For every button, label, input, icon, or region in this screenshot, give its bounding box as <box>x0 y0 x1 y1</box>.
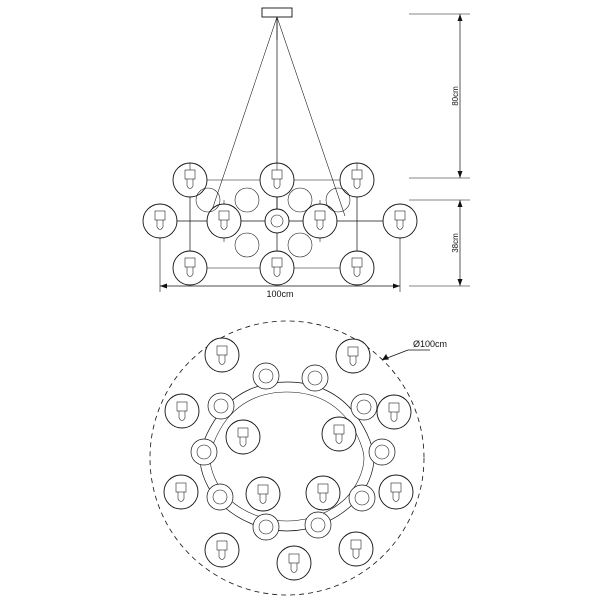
dimension-label-80cm: 80cm <box>451 86 460 106</box>
connector-ring <box>349 485 375 511</box>
lamp-globe <box>336 339 370 373</box>
lamp-globe <box>235 233 259 257</box>
lamp-globe <box>322 417 356 451</box>
front-elevation-view <box>143 8 470 299</box>
connector-ring <box>351 394 377 420</box>
dimension-height-38 <box>409 200 470 286</box>
dimension-diameter-callout <box>382 339 447 360</box>
connector-ring <box>305 512 331 538</box>
connector-ring <box>191 439 217 465</box>
connector-ring <box>208 393 234 419</box>
lamp-globe <box>205 338 239 372</box>
dimension-height-80 <box>409 14 470 178</box>
lamp-globe <box>173 251 207 285</box>
lamp-globe <box>326 188 350 212</box>
lamp-globe <box>205 533 239 567</box>
lamp-globe <box>260 163 294 197</box>
dimension-label-38cm: 38cm <box>451 233 460 253</box>
lamp-globe <box>339 532 373 566</box>
lamp-globe <box>288 188 312 212</box>
lamp-globe <box>235 188 259 212</box>
lamp-globe <box>164 475 198 509</box>
dimension-label-100cm: 100cm <box>266 289 294 299</box>
connector-ring <box>302 365 328 391</box>
lamp-globe <box>306 476 340 510</box>
connector-ring <box>369 439 395 465</box>
lamp-globe <box>340 251 374 285</box>
lamp-globe <box>288 233 312 257</box>
lamp-globe <box>379 475 413 509</box>
lamp-globe <box>207 204 241 238</box>
lamp-globe <box>143 204 177 238</box>
lamp-globe <box>226 420 260 454</box>
lamp-globe <box>246 477 280 511</box>
lamp-globe <box>277 546 311 580</box>
lamp-globe <box>340 163 374 197</box>
connector-ring <box>253 514 279 540</box>
connector-ring <box>207 484 233 510</box>
connector-ring <box>253 363 279 389</box>
lamp-globe <box>173 163 207 197</box>
dimension-label-diameter: Ø100cm <box>413 339 448 349</box>
lamp-globe <box>377 395 411 429</box>
lamp-globe <box>260 251 294 285</box>
top-plan-view <box>150 321 447 595</box>
center-hub <box>265 209 289 233</box>
plan-connector-rings <box>191 363 395 540</box>
lamp-globe <box>383 204 417 238</box>
lamp-globe <box>196 188 220 212</box>
lamp-globe <box>165 394 199 428</box>
